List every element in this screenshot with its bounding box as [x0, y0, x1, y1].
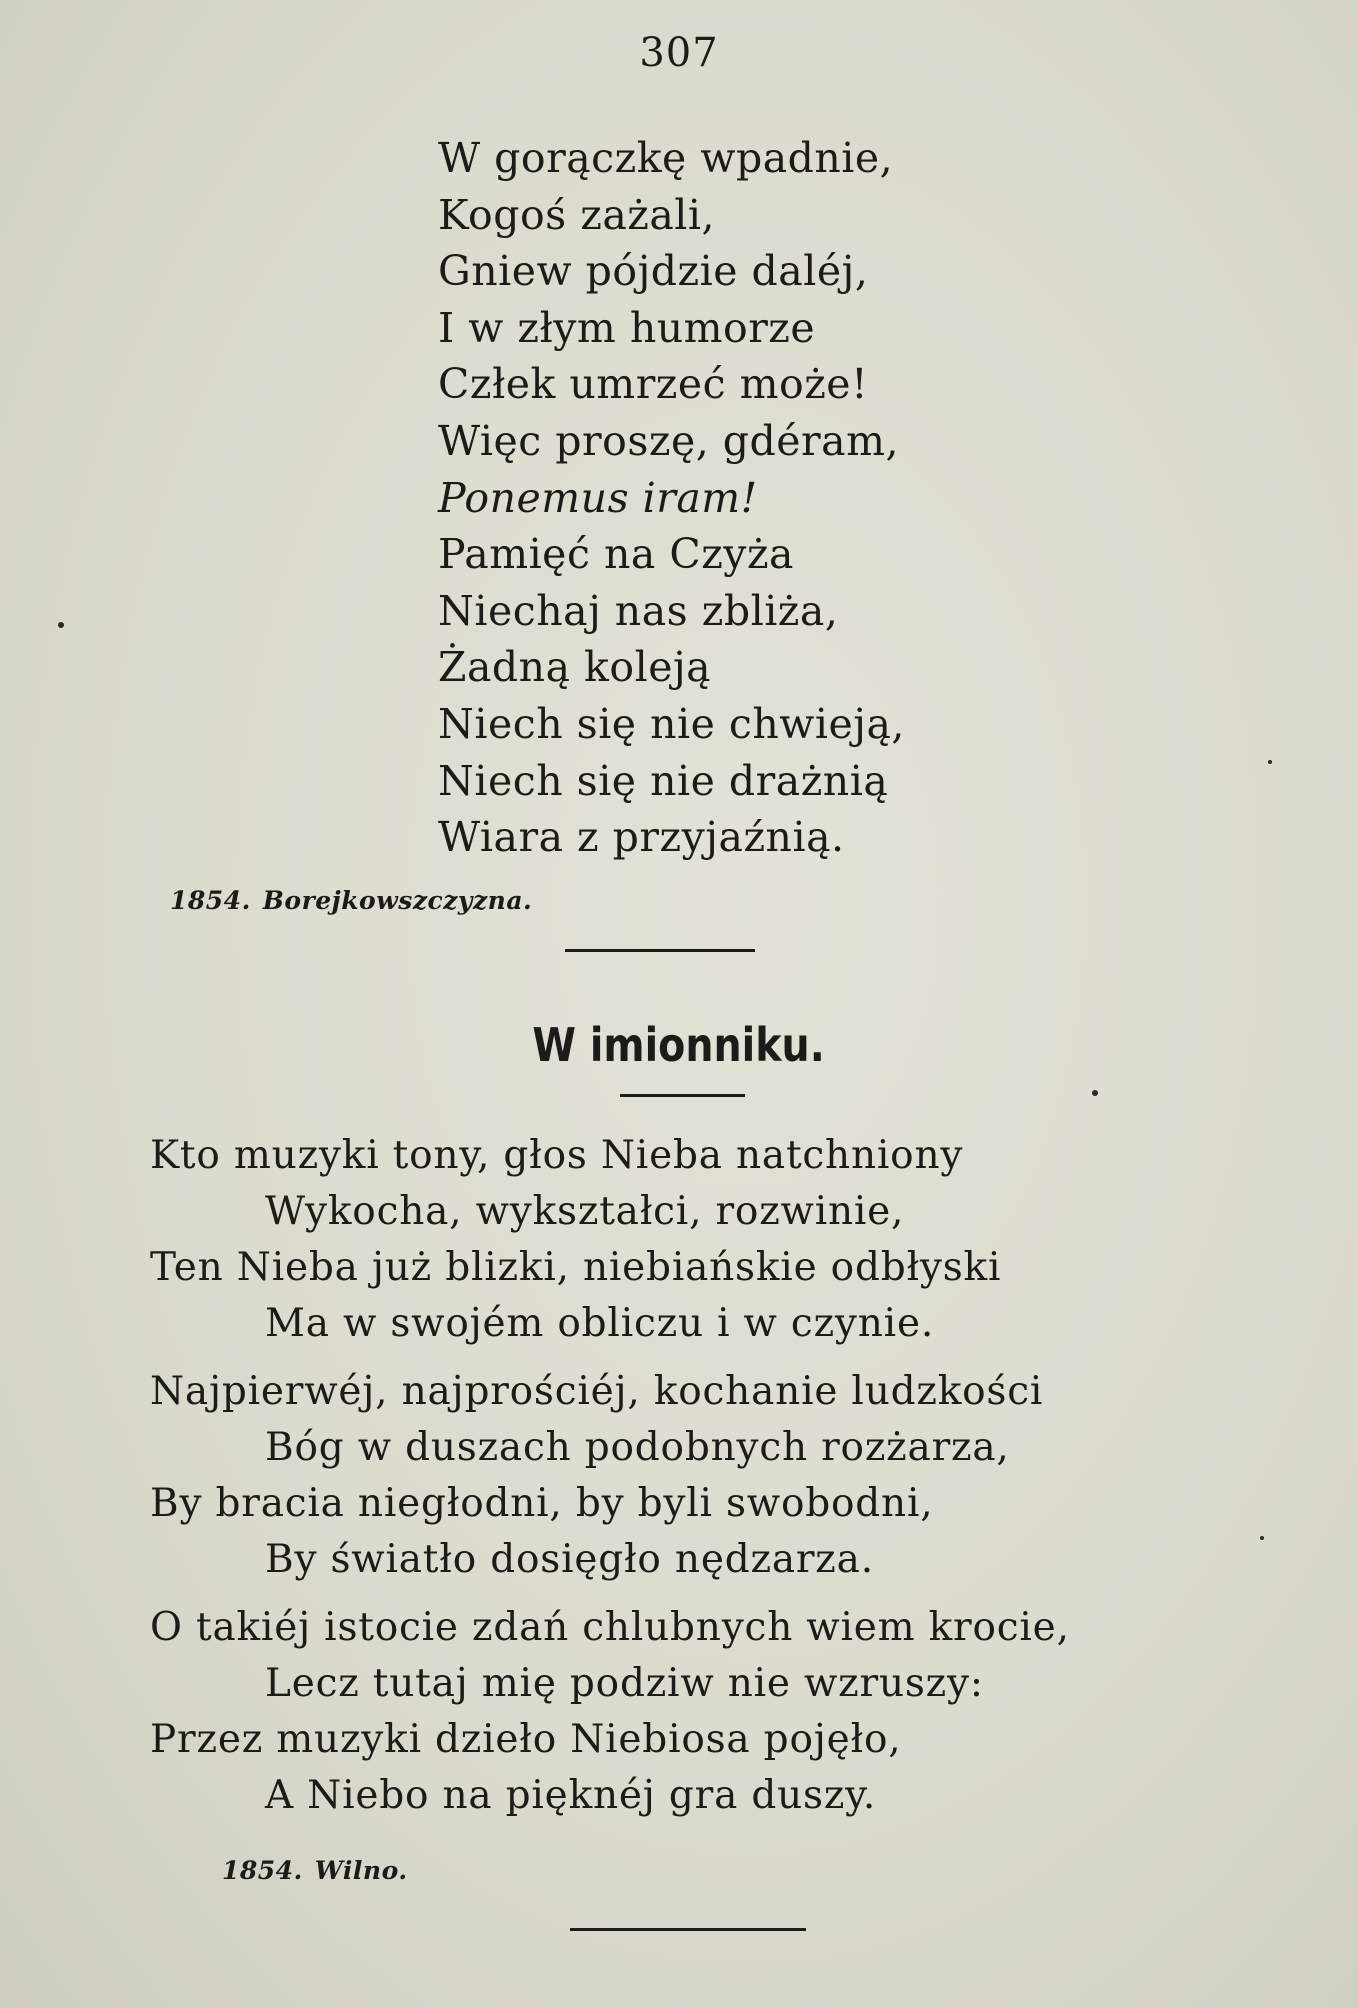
verse-line: A Niebo na pięknéj gra duszy.: [265, 1773, 877, 1818]
verse-line: O takiéj istocie zdań chlubnych wiem krocie,: [150, 1605, 1070, 1650]
verse-line: Pamięć na Czyża: [438, 530, 794, 579]
verse-line: Niech się nie drażnią: [438, 756, 889, 805]
verse-line: Przez muzyki dzieło Niebiosa pojęło,: [150, 1717, 902, 1762]
poem-body: [150, 1128, 1070, 1836]
verse-line: Ten Nieba już blizki, niebiańskie odbłyski: [150, 1245, 1002, 1290]
verse-line: By bracia niegłodni, by byli swobodni,: [150, 1481, 934, 1526]
poem-title: W imionniku.: [532, 1018, 825, 1072]
end-divider: [570, 1928, 806, 1931]
verse-line: By światło dosięgło nędzarza.: [265, 1537, 874, 1582]
verse-line: Wykocha, wykształci, rozwinie,: [265, 1189, 905, 1234]
signature-bottom: [222, 1856, 408, 1885]
verse-line: Wiara z przyjaźnią.: [438, 813, 845, 862]
section-divider: [565, 949, 755, 952]
page-number: 307: [639, 30, 719, 76]
signature-top: [170, 886, 532, 915]
verse-line: Lecz tutaj mię podziw nie wzruszy:: [265, 1661, 984, 1706]
stanza: [150, 1600, 1070, 1824]
paper-speck: [1260, 1536, 1264, 1540]
paper-speck: [1092, 1090, 1098, 1096]
stanza: [150, 1364, 1070, 1588]
verse-line: Ma w swojém obliczu i w czynie.: [265, 1301, 935, 1346]
signature-year: 1854.: [170, 886, 251, 915]
verse-line: Gniew pójdzie daléj,: [438, 247, 869, 296]
verse-line: Człek umrzeć może!: [438, 360, 869, 409]
title-underline: [620, 1094, 745, 1097]
paper-speck: [1268, 760, 1272, 764]
verse-line: Żadną koleją: [438, 643, 712, 692]
verse-line: Niechaj nas zbliża,: [438, 586, 839, 635]
verse-line: Więc proszę, gdéram,: [438, 416, 899, 465]
verse-line: Niech się nie chwieją,: [438, 699, 905, 748]
verse-line: I w złym humorze: [438, 303, 816, 352]
stanza-top: [438, 130, 905, 866]
verse-line: Kogoś zażali,: [438, 190, 716, 239]
verse-line: W gorączkę wpadnie,: [438, 134, 894, 182]
signature-year: 1854.: [222, 1856, 303, 1885]
verse-line: Bóg w duszach podobnych rozżarza,: [265, 1425, 1010, 1470]
verse-line: Najpierwéj, najprościéj, kochanie ludzkości: [150, 1369, 1044, 1414]
verse-line-latin: Ponemus iram!: [438, 473, 758, 522]
verse-line: Kto muzyki tony, głos Nieba natchniony: [150, 1133, 964, 1178]
signature-place: Borejkowszczyzna.: [262, 886, 533, 915]
signature-place: Wilno.: [314, 1856, 408, 1885]
paper-speck: [58, 622, 64, 628]
stanza: [150, 1128, 1070, 1352]
